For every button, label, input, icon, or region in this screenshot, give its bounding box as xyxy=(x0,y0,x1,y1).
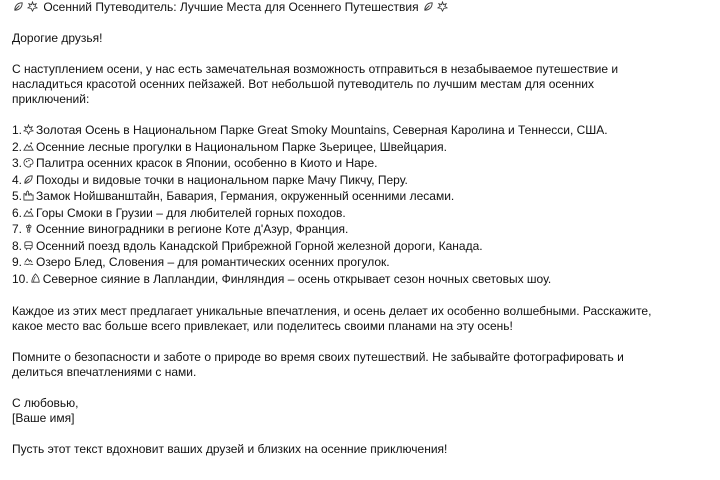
greeting: Дорогие друзья! xyxy=(12,31,103,45)
title-text: Осенний Путеводитель: Лучшие Места для Осеннего Путешествия xyxy=(43,0,419,14)
maple-leaf-icon xyxy=(23,124,34,135)
mountain-icon xyxy=(23,141,34,152)
intro-line: приключений: xyxy=(12,92,90,106)
list-item-number: 4. xyxy=(12,172,23,187)
list-item-text: Осенние лесные прогулки в Национальном Парке Зьерицее, Швейцария. xyxy=(36,139,447,154)
list-item-text: Осенние виноградники в регионе Коте д'Азур, Франция. xyxy=(36,222,349,236)
train-icon xyxy=(23,240,34,251)
list-item-number: 7. xyxy=(12,222,23,236)
closing-line: С любовью, xyxy=(12,396,79,410)
paragraph-line: Помните о безопасности и заботе о природе во время своих путешествий. Не забывайте фотографировать и xyxy=(12,350,624,364)
footer-line: Пусть этот текст вдохновит ваших друзей и близких на осенние приключения! xyxy=(12,442,448,456)
signature-placeholder: [Ваше имя] xyxy=(12,411,75,425)
grapes-icon xyxy=(23,223,34,234)
list-item xyxy=(12,156,712,173)
palette-icon xyxy=(23,157,34,168)
list-item xyxy=(12,123,712,140)
list-item-text: Осенний поезд вдоль Канадской Прибрежной Горной железной дороги, Канада. xyxy=(36,238,483,253)
list-item-number: 6. xyxy=(12,205,23,220)
castle-icon xyxy=(23,190,34,201)
list-item-text: Золотая Осень в Национальном Парке Great Smoky Mountains, Северная Каролина и Теннесси, США. xyxy=(36,123,608,137)
list-item xyxy=(12,222,712,239)
leaf-icon xyxy=(23,174,34,185)
paragraph-line: Каждое из этих мест предлагает уникальные впечатления, и осень делает их особенно волшебными. Расскажите, xyxy=(12,304,652,318)
list-item-number: 3. xyxy=(12,156,23,170)
leaf-icon xyxy=(13,1,24,12)
destination-list xyxy=(12,123,712,288)
list-item-number: 5. xyxy=(12,189,23,203)
list-item-text: Походы и видовые точки в национальном парке Мачу Пикчу, Перу. xyxy=(36,172,408,187)
aurora-icon xyxy=(30,273,41,284)
mountain-icon xyxy=(23,207,34,218)
list-item-text: Озеро Блед, Словения – для романтических осенних прогулок. xyxy=(36,255,390,269)
maple-leaf-icon xyxy=(27,1,38,12)
paragraph-line: делиться впечатлениями с нами. xyxy=(12,365,197,379)
document xyxy=(12,0,712,457)
intro-line: С наступлением осени, у нас есть замечательная возможность отправиться в незабываемое путешествие и xyxy=(12,62,619,76)
list-item-number: 10. xyxy=(12,271,29,286)
list-item xyxy=(12,239,712,256)
list-item xyxy=(12,173,712,190)
document-title xyxy=(12,0,712,15)
list-item-number: 9. xyxy=(12,255,23,269)
list-item-text: Горы Смоки в Грузии – для любителей горных походов. xyxy=(36,205,346,220)
list-item xyxy=(12,206,712,223)
list-item-number: 1. xyxy=(12,123,23,137)
list-item-text: Северное сияние в Лапландии, Финляндия – осень открывает сезон ночных световых шоу. xyxy=(42,271,552,286)
list-item xyxy=(12,189,712,206)
maple-leaf-icon xyxy=(437,1,448,12)
intro-line: насладиться красотой осенних пейзажей. Вот небольшой путеводитель по лучшим местам для осенних xyxy=(12,77,594,91)
list-item-text: Палитра осенних красок в Японии, особенно в Киото и Наре. xyxy=(36,156,378,170)
lake-icon xyxy=(23,256,34,267)
list-item-number: 8. xyxy=(12,238,23,253)
leaf-icon xyxy=(423,1,434,12)
list-item xyxy=(12,255,712,272)
list-item xyxy=(12,140,712,157)
paragraph-line: какое место вас больше всего привлекает, или поделитесь своими планами на эту осень! xyxy=(12,319,513,333)
list-item-text: Замок Нойшванштайн, Бавария, Германия, окруженный осенними лесами. xyxy=(36,189,455,203)
list-item xyxy=(12,272,712,289)
list-item-number: 2. xyxy=(12,139,23,154)
